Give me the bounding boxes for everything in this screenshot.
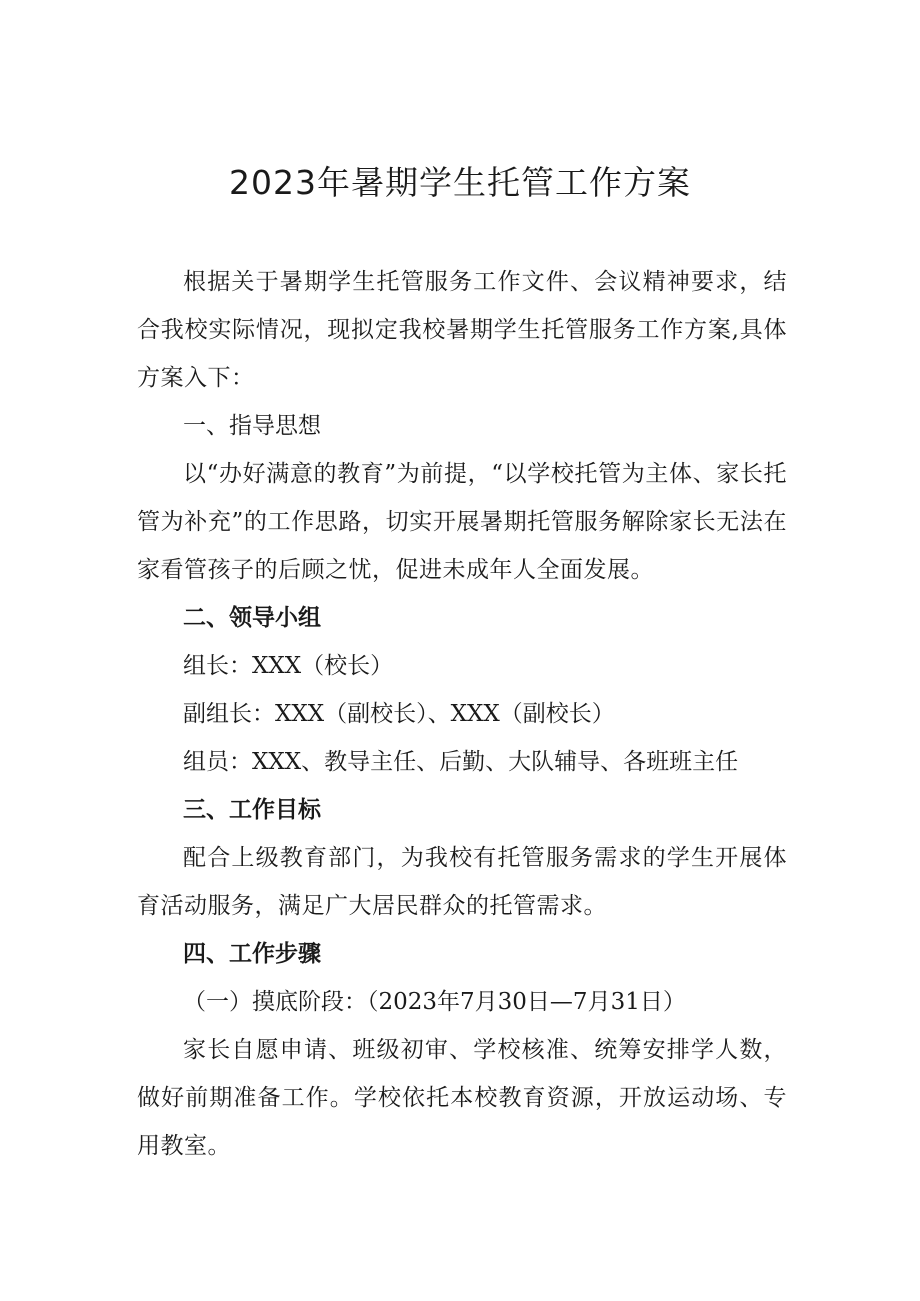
section-3-paragraph: 配合上级教育部门，为我校有托管服务需求的学生开展体育活动服务，满足广大居民群众的托管需求。: [137, 845, 787, 919]
section-1-paragraph: 以“办好满意的教育”为前提，“以学校托管为主体、家长托管为补充”的工作思路，切实开展暑期托管服务解除家长无法在家看管孩子的后顾之忧，促进未成年人全面发展。: [137, 461, 787, 583]
document-title: 2023年暑期学生托管工作方案: [229, 163, 691, 202]
section-3-heading: 三、工作目标: [183, 797, 321, 823]
members-line: 组员：XXX、教导主任、后勤、大队辅导、各班班主任: [183, 749, 739, 775]
stage-1-heading: （一）摸底阶段：（2023年7月30日—7月31日）: [183, 989, 686, 1015]
section-1-heading: 一、指导思想: [183, 413, 321, 439]
deputy-leader-line: 副组长：XXX（副校长）、XXX（副校长）: [183, 701, 615, 727]
intro-paragraph: 根据关于暑期学生托管服务工作文件、会议精神要求，结合我校实际情况，现拟定我校暑期学生托管服务工作方案,具体方案入下：: [137, 269, 787, 391]
document-body: [137, 258, 787, 1170]
section-2-heading: 二、领导小组: [183, 605, 321, 631]
leader-line: 组长：XXX（校长）: [183, 653, 394, 679]
stage-1-paragraph: 家长自愿申请、班级初审、学校核准、统筹安排学人数，做好前期准备工作。学校依托本校教育资源，开放运动场、专用教室。: [137, 1037, 787, 1159]
section-4-heading: 四、工作步骤: [183, 941, 321, 967]
